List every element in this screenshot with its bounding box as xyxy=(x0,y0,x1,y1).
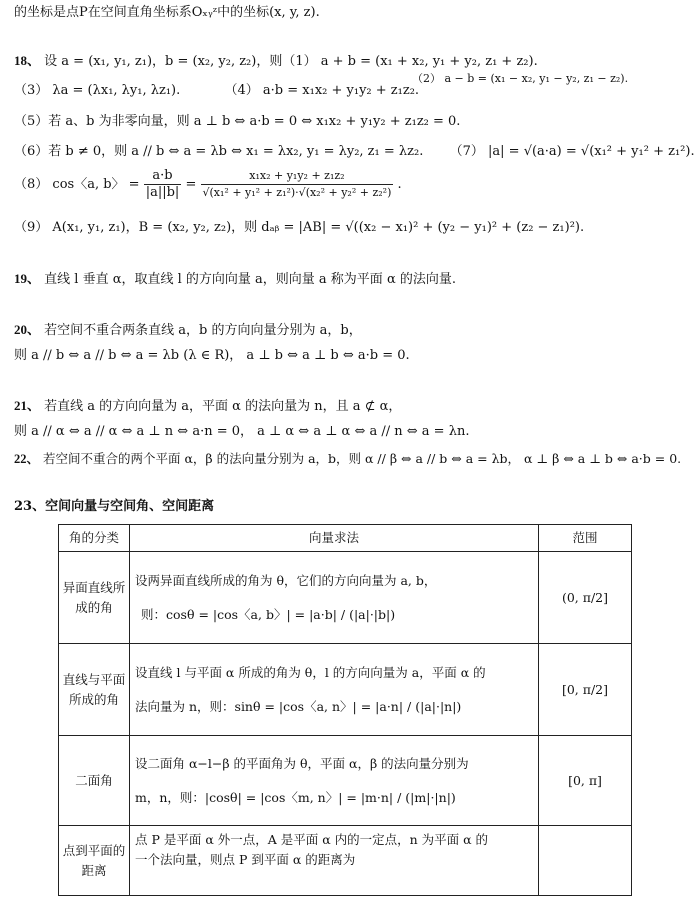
table-row xyxy=(59,552,632,644)
section-23-heading xyxy=(14,498,214,516)
item-18-parallel xyxy=(14,143,695,161)
cosine-fraction-vector xyxy=(144,168,182,201)
item-18-parallel-text: （6）若 b ≠ 0，则 a // b ⇔ a = λb ⇔ x₁ = λx₂, y₁ = λy₂, z₁ = λz₂. xyxy=(14,144,424,159)
cosine-equals: = xyxy=(185,177,197,192)
row-range: [0, π/2] xyxy=(539,644,632,736)
cosine-fraction-vector-denominator: |a||b| xyxy=(145,185,180,200)
item-18-difference xyxy=(412,70,628,88)
row-method-text: 设直线 l 与平面 α 所成的角为 θ，l 的方向向量为 a，平面 α 的 xyxy=(135,664,486,680)
row-range: [0, π] xyxy=(539,736,632,826)
row-method xyxy=(130,826,539,896)
item-20-line2 xyxy=(14,347,410,365)
item-20-number: 20、 xyxy=(14,322,41,337)
row-category: 二面角 xyxy=(59,736,130,826)
table-row xyxy=(59,826,632,896)
item-18-line1 xyxy=(14,52,538,71)
row-method xyxy=(130,552,539,644)
item-21-line1 xyxy=(14,397,401,416)
item-18-perpendicular xyxy=(14,113,460,131)
angle-distance-table xyxy=(58,524,632,896)
row-method-formula: 法向量为 n，则：sinθ = |cos〈a, n〉| = |a·n| / (|a|·|n|) xyxy=(135,698,462,714)
row-method-formula: m，n，则：|cosθ| = |cos〈m, n〉| = |m·n| / (|m|·|n|) xyxy=(135,789,456,805)
item-21-text: 若直线 a 的方向向量为 a，平面 α 的法向量为 n，且 a ⊄ α， xyxy=(44,399,402,414)
item-18-difference-text: （2） a − b = (x₁ − x₂, y₁ − y₂, z₁ − z₂). xyxy=(412,72,629,85)
row-method xyxy=(130,736,539,826)
item-22-number: 22、 xyxy=(14,452,40,466)
item-18-cosine xyxy=(14,168,402,201)
coordinate-intro-text: 的坐标是点P在空间直角坐标系Oₓᵧᶻ中的坐标(x, y, z). xyxy=(14,5,320,20)
row-category: 点到平面的距离 xyxy=(59,826,130,896)
row-method-text: 设两异面直线所成的角为 θ，它们的方向向量为 a, b， xyxy=(135,572,437,588)
row-range xyxy=(539,826,632,896)
cosine-fraction-vector-numerator: a·b xyxy=(144,168,182,185)
row-method-formula: 一个法向量，则点 P 到平面 α 的距离为 xyxy=(135,852,356,867)
row-method-text: 点 P 是平面 α 外一点，A 是平面 α 内的一定点，n 为平面 α 的 xyxy=(135,832,489,847)
cosine-fraction-coordinate xyxy=(201,168,394,201)
line-coordinate-intro xyxy=(14,4,320,22)
item-18-perpendicular-text: （5）若 a、b 为非零向量，则 a ⊥ b ⇔ a·b = 0 ⇔ x₁x₂ + y₁y₂ + z₁z₂ = 0. xyxy=(14,114,461,129)
header-category: 角的分类 xyxy=(59,525,130,552)
item-20-text: 若空间不重合两条直线 a，b 的方向向量分别为 a，b， xyxy=(44,323,362,338)
item-18-scalar: （3） λa = (λx₁, λy₁, λz₁). xyxy=(14,83,181,98)
row-category: 直线与平面所成的角 xyxy=(59,644,130,736)
item-22-text: 若空间不重合的两个平面 α，β 的法向量分别为 a，b，则 α // β ⇔ a // b ⇔ a = λb， α ⊥ β ⇔ a ⊥ b ⇔ a·b = 0. xyxy=(43,451,682,466)
item-18-sum: 设 a = (x₁, y₁, z₁)，b = (x₂, y₂, z₂)，则（1） a + b = (x₁ + x₂, y₁ + y₂, z₁ + z₂). xyxy=(44,54,538,69)
row-method xyxy=(130,644,539,736)
section-23-title: 23、空间向量与空间角、空间距离 xyxy=(14,499,215,514)
item-18-line2 xyxy=(14,82,419,100)
row-category: 异面直线所成的角 xyxy=(59,552,130,644)
item-18-distance xyxy=(14,219,584,237)
item-18-cosine-label: （8） xyxy=(14,177,49,192)
item-18-distance-text: （9） A(x₁, y₁, z₁)，B = (x₂, y₂, z₂)，则 dₐᵦ = |AB| = √((x₂ − x₁)² + (y₂ − y₁)² + (z₂ − z₁)²). xyxy=(14,220,585,235)
item-20-line1 xyxy=(14,321,362,340)
item-22 xyxy=(14,450,681,468)
item-18-cosine-lhs: cos〈a, b〉 = xyxy=(52,177,140,192)
item-18-number: 18、 xyxy=(14,53,41,68)
table-row xyxy=(59,644,632,736)
row-range: (0, π/2] xyxy=(539,552,632,644)
cosine-fraction-coordinate-numerator: x₁x₂ + y₁y₂ + z₁z₂ xyxy=(201,168,394,185)
header-method: 向量求法 xyxy=(130,525,539,552)
row-method-formula: 则：cosθ = |cos〈a, b〉| = |a·b| / (|a|·|b|) xyxy=(141,606,396,622)
item-18-dot: （4） a·b = x₁x₂ + y₁y₂ + z₁z₂. xyxy=(224,83,420,98)
item-20-conditions: 则 a // b ⇔ a // b ⇔ a = λb (λ ∈ R)， a ⊥ b ⇔ a ⊥ b ⇔ a·b = 0. xyxy=(14,348,410,363)
table-row xyxy=(59,736,632,826)
cosine-period: . xyxy=(397,177,402,192)
item-19-number: 19、 xyxy=(14,271,41,286)
item-21-conditions: 则 a // α ⇔ a // α ⇔ a ⊥ n ⇔ a·n = 0， a ⊥ α ⇔ a ⊥ α ⇔ a // n ⇔ a = λn. xyxy=(14,424,470,439)
item-19 xyxy=(14,270,456,289)
item-18-magnitude: （7） |a| = √(a·a) = √(x₁² + y₁² + z₁²). xyxy=(449,144,695,159)
table-header-row xyxy=(59,525,632,552)
cosine-fraction-coordinate-denominator: √(x₁² + y₁² + z₁²)·√(x₂² + y₂² + z₂²) xyxy=(202,186,392,199)
row-method-text: 设二面角 α−l−β 的平面角为 θ，平面 α，β 的法向量分别为 xyxy=(135,755,469,771)
item-21-line2 xyxy=(14,423,469,441)
header-range: 范围 xyxy=(539,525,632,552)
item-21-number: 21、 xyxy=(14,398,41,413)
item-19-text: 直线 l 垂直 α，取直线 l 的方向向量 a，则向量 a 称为平面 α 的法向量. xyxy=(44,272,456,287)
